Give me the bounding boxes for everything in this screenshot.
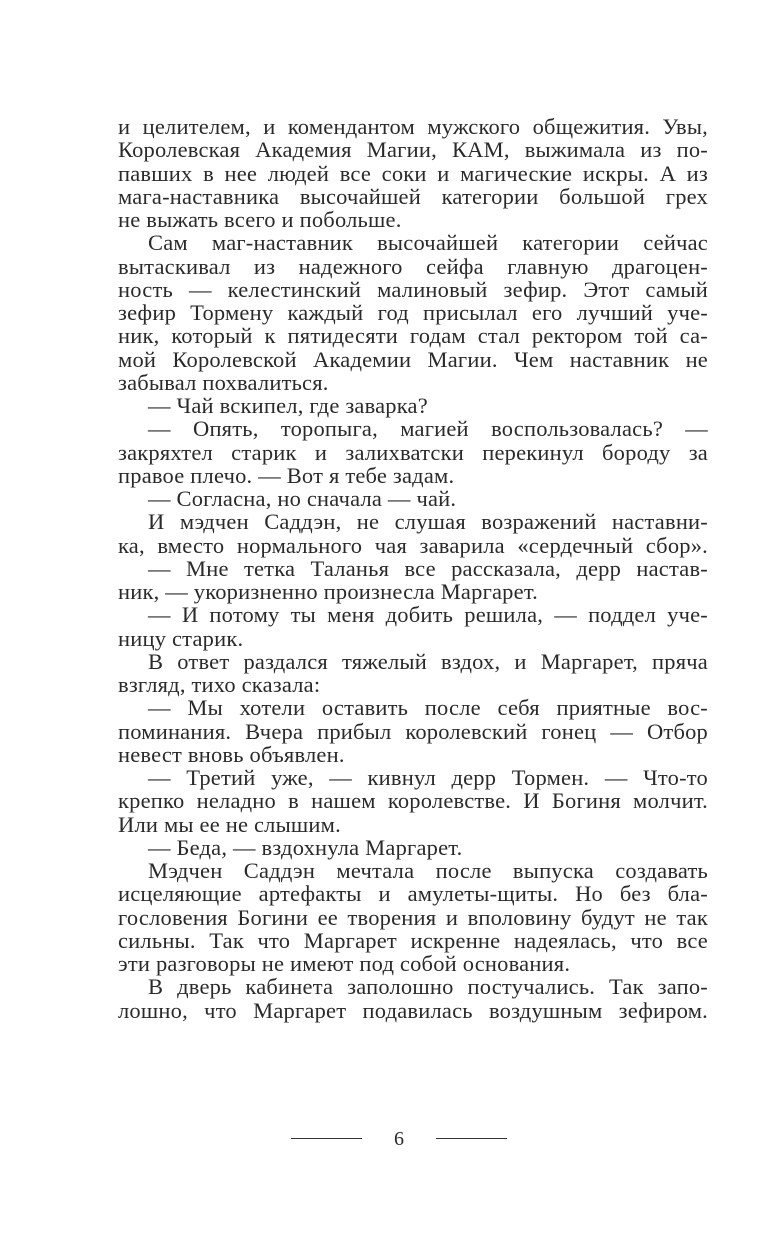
text-line: ницу старик. bbox=[118, 625, 244, 651]
text-line: правое плечо. — Вот я тебе задам. bbox=[118, 462, 455, 488]
text-line: исцеляющие артефакты и амулеты-щиты. Но без бла- bbox=[118, 881, 708, 907]
text-line: невест вновь объявлен. bbox=[118, 741, 345, 767]
footer-rule-right bbox=[436, 1138, 507, 1139]
text-line: вытаскивал из надежного сейфа главную драгоцен- bbox=[118, 253, 708, 279]
text-line: — Третий уже, — кивнул дерр Тормен. — Что-то bbox=[148, 765, 708, 790]
text-line: Или мы ее не слышим. bbox=[118, 811, 341, 837]
text-line: — Опять, торопыга, магией воспользовалась? — bbox=[148, 416, 708, 442]
text-line: взгляд, тихо сказала: bbox=[118, 672, 321, 697]
page-body-text bbox=[118, 115, 708, 1022]
text-line: В ответ раздался тяжелый вздох, и Маргарет, пряча bbox=[148, 648, 708, 674]
text-line: зефир Тормену каждый год присылал его лучший уче- bbox=[118, 300, 708, 325]
text-line: Мэдчен Саддэн мечтала после выпуска создавать bbox=[148, 858, 708, 883]
text-line: Королевская Академия Магии, КАМ, выжимала из по- bbox=[118, 137, 708, 163]
text-line: гословения Богини ее творения и вполовину будут не так bbox=[118, 904, 708, 930]
text-line: не выжать всего и побольше. bbox=[118, 207, 402, 232]
text-line: сильны. Так что Маргарет искренне надеялась, что все bbox=[118, 927, 708, 953]
text-line: ность — келестинский малиновый зефир. Этот самый bbox=[118, 276, 708, 302]
text-line: поминания. Вчера прибыл королевский гонец — Отбор bbox=[118, 718, 708, 744]
text-line: — Мы хотели оставить после себя приятные вос- bbox=[148, 695, 708, 721]
text-line: крепко неладно в нашем королевстве. И Богиня молчит. bbox=[118, 788, 708, 814]
text-line: закряхтел старик и залихватски перекинул бороду за bbox=[118, 439, 708, 465]
text-line: павших в нее людей все соки и магические искры. А из bbox=[118, 160, 708, 186]
text-line: мага-наставника высочайшей категории большой грех bbox=[118, 183, 708, 209]
text-line: ник, который к пятидесяти годам стал ректором той са- bbox=[118, 323, 708, 349]
footer-rule-left bbox=[291, 1138, 362, 1139]
text-line: В дверь кабинета заполошно постучались. Так запо- bbox=[148, 974, 708, 1000]
text-line: забывал похвалиться. bbox=[118, 369, 329, 395]
text-line: и целителем, и комендантом мужского общежития. Увы, bbox=[118, 114, 708, 139]
text-line: — Беда, — вздохнула Маргарет. bbox=[148, 834, 463, 860]
page-footer bbox=[0, 1128, 768, 1156]
text-line: Сам маг-наставник высочайшей категории сейчас bbox=[148, 230, 708, 256]
text-line: лошно, что Маргарет подавилась воздушным зефиром. bbox=[118, 997, 708, 1023]
text-line: ник, — укоризненно произнесла Маргарет. bbox=[118, 579, 538, 604]
text-line: — Чай вскипел, где заварка? bbox=[148, 393, 428, 418]
text-line: И мэдчен Саддэн, не слушая возражений наставни- bbox=[148, 509, 708, 535]
text-line: эти разговоры не имеют под собой основания. bbox=[118, 951, 571, 976]
text-line: — Мне тетка Таланья все рассказала, дерр настав- bbox=[148, 555, 708, 581]
text-line: ка, вместо нормального чая заварила «сердечный сбор». bbox=[118, 532, 708, 558]
text-line: — И потому ты меня добить решила, — поддел уче- bbox=[148, 602, 708, 628]
text-line: — Согласна, но сначала — чай. bbox=[148, 486, 457, 511]
text-line: мой Королевской Академии Магии. Чем наставник не bbox=[118, 346, 708, 372]
page-number: 6 bbox=[394, 1128, 404, 1150]
